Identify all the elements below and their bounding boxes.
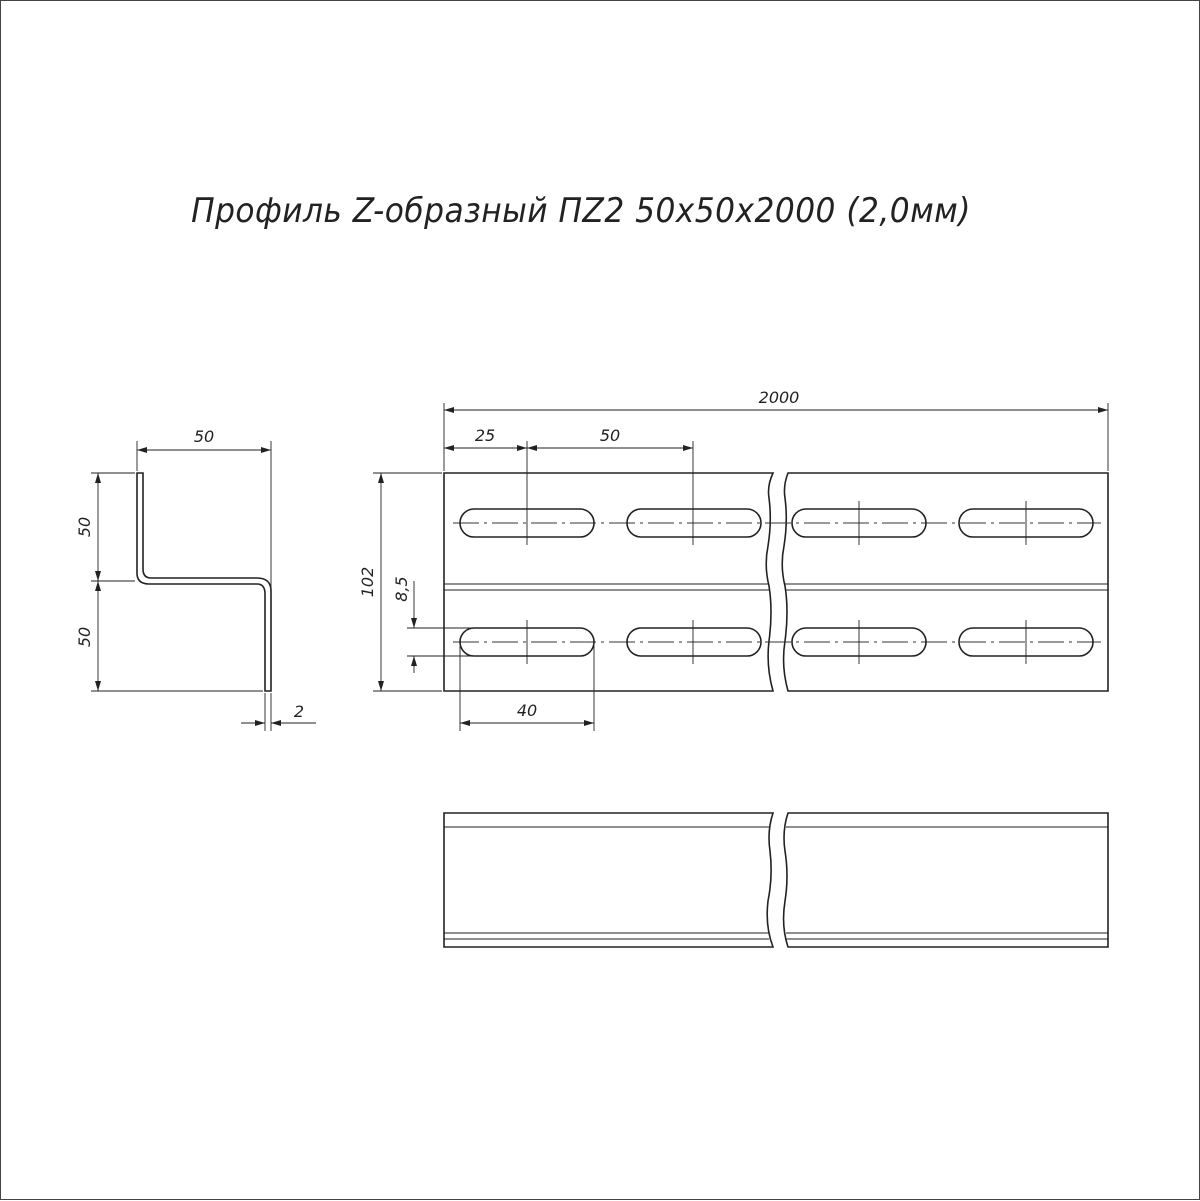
svg-text:2: 2 — [293, 702, 305, 721]
dim-section-upper-height — [75, 473, 98, 581]
svg-text:2000: 2000 — [758, 388, 800, 407]
svg-text:50: 50 — [75, 516, 94, 538]
front-view — [358, 388, 1108, 731]
svg-text:50: 50 — [193, 427, 215, 446]
dim-slot-width — [392, 576, 414, 673]
z-profile-outline — [137, 473, 271, 691]
dim-slot-length — [460, 701, 594, 723]
svg-text:40: 40 — [516, 701, 538, 720]
dim-slot-pitch — [527, 426, 693, 448]
dim-length — [444, 388, 1108, 410]
cross-section-view — [75, 427, 316, 731]
dim-thickness — [241, 702, 316, 723]
svg-text:50: 50 — [599, 426, 621, 445]
side-view — [444, 813, 1108, 947]
technical-drawing — [1, 1, 1200, 1201]
dim-total-height — [358, 473, 381, 691]
svg-text:25: 25 — [474, 426, 496, 445]
svg-text:8,5: 8,5 — [392, 576, 411, 602]
svg-text:102: 102 — [358, 566, 377, 598]
dim-first-slot-offset — [444, 426, 527, 448]
svg-text:50: 50 — [75, 626, 94, 648]
dim-section-width — [137, 427, 271, 450]
drawing-title: Профиль Z-образный ПZ2 50х50х2000 (2,0мм) — [191, 191, 971, 231]
dim-section-lower-height — [75, 581, 98, 691]
